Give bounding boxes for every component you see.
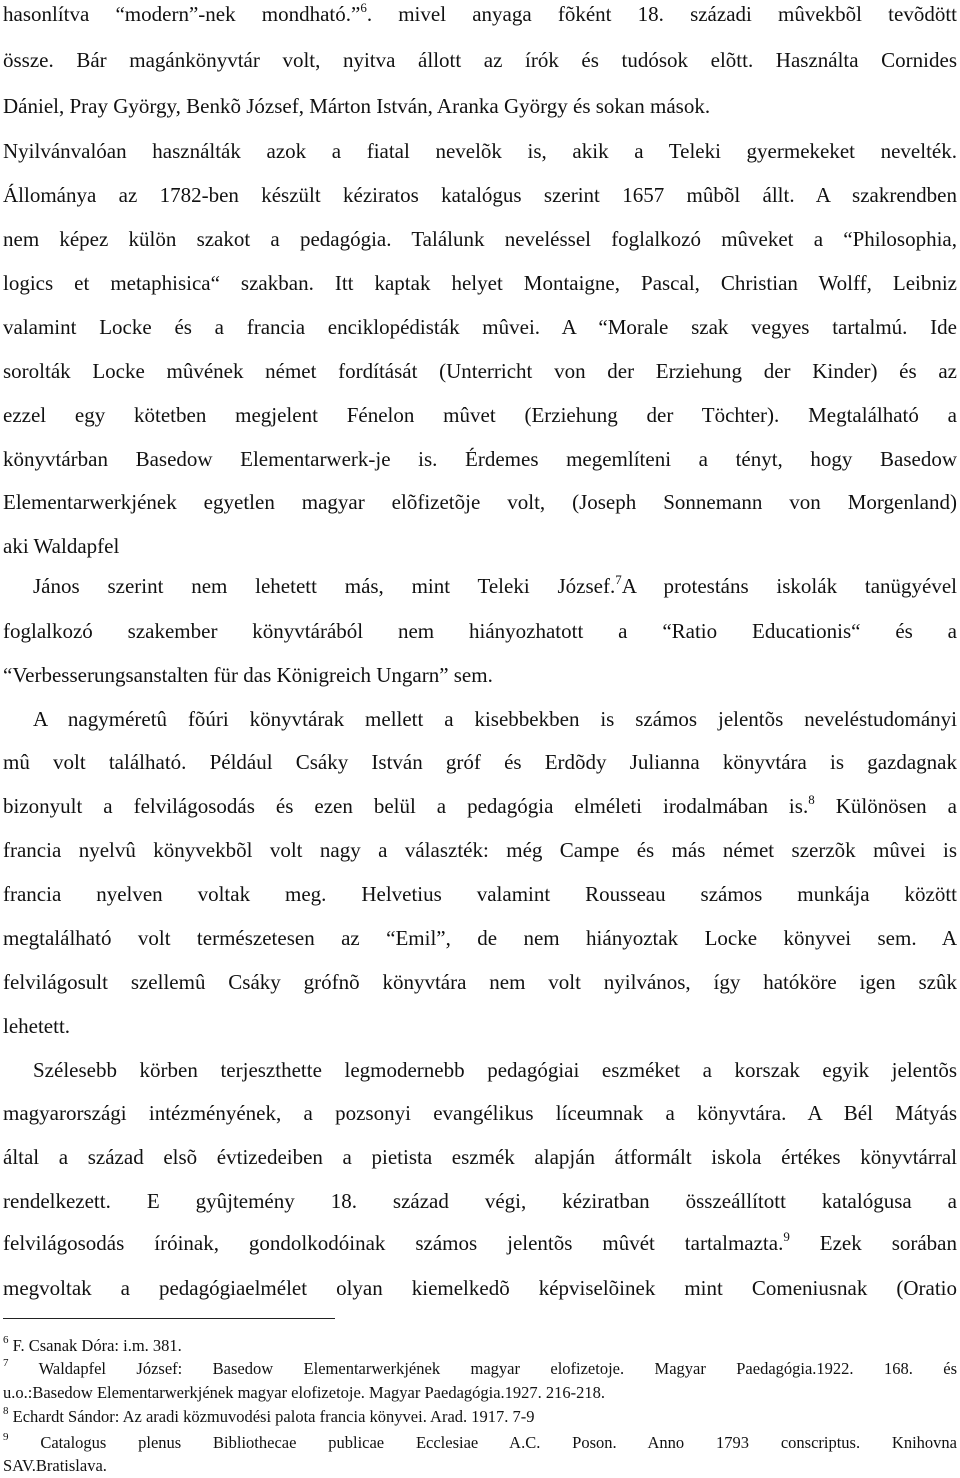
text-line: megtalálható volt természetesen az “Emil”, de nem hiányoztak Locke könyvei sem. A [3,926,957,950]
text-line: Dániel, Pray György, Benkõ József, Márton István, Aranka György és sokan mások. [3,94,711,118]
text-line: “Verbesserungsanstalten für das Königreich Ungarn” sem. [3,663,493,687]
text-line: bizonyult a felvilágosodás és ezen belül a pedagógia elméleti irodalmában is.$^8$ Különösen a [3,792,957,818]
footnote-9: $^9$ Catalogus plenus Bibliothecae publicae Ecclesiae A.C. Poson. Anno 1793 conscriptus. Knihovna [3,1431,957,1452]
text-line: nem képez külön szakot a pedagógia. Találunk neveléssel foglalkozó mûveket a “Philosophia, [3,227,957,251]
footnote-6: $^6$ F. Csanak Dóra: i.m. 381. [3,1334,182,1355]
text-line: ezzel egy kötetben megjelent Fénelon mûvet (Erziehung der Töchter). Megtalálható a [3,403,957,427]
text-line: által a század elsõ évtizedeiben a pietista eszmék alapján átformált iskola értékes könyvtárral [3,1145,957,1169]
footnote-number: 8 [3,1405,9,1417]
text-line: könyvtárban Basedow Elementarwerk-je is. Érdemes megemlíteni a tényt, hogy Basedow [3,447,957,471]
text-line: foglalkozó szakember könyvtárából nem hiányozhatott a “Ratio Educationis“ és a [3,619,957,643]
text-line: A nagyméretû fõúri könyvtárak mellett a kisebbekben is számos jelentõs neveléstudományi [33,707,957,731]
footnote-7: $^7$ Waldapfel József: Basedow Elementarwerkjének magyar elofizetoje. Magyar Paedagógia.1922. 168. és [3,1357,958,1378]
footnote-8: $^8$ Echardt Sándor: Az aradi közmuvodési palota francia könyvei. Arad. 1917. 7-9 [3,1405,535,1426]
text-line: Szélesebb körben terjeszthette legmodernebb pedagógiai eszméket a korszak egyik jelentõs [33,1058,957,1082]
footnote-separator [3,1318,335,1319]
footnote-number: 9 [3,1431,9,1443]
text-line: aki Waldapfel [3,534,120,558]
footnote-7-continued: u.o.:Basedow Elementarwerkjének magyar elofizetoje. Magyar Paedagógia.1927. 216-218. [3,1383,606,1402]
text-line: megvoltak a pedagógiaelmélet olyan kiemelkedõ képviselõinek mint Comeniusnak (Oratio [3,1276,957,1300]
footnote-number: 7 [3,1357,9,1369]
text-line: felvilágosult szellemû Csáky grófnõ könyvtára nem volt nyilvános, így hatóköre igen szûk [3,970,957,994]
text-line: francia nyelven voltak meg. Helvetius valamint Rousseau számos munkája között [3,882,957,906]
footnote-ref: 7 [615,572,622,587]
text-line: János szerint nem lehetett más, mint Teleki József.$^7$A protestáns iskolák tanügyével [33,572,958,598]
text-line: francia nyelvû könyvekbõl volt nagy a választék: még Campe és más német szerzõk mûvei is [3,838,957,862]
text-line: lehetett. [3,1014,71,1038]
text-line: hasonlítva “modern”-nek mondható.”$^6$. mivel anyaga fõként 18. századi mûvekbõl tevõdött [3,0,957,26]
text-line: logics et metaphisica“ szakban. Itt kaptak helyet Montaigne, Pascal, Christian Wolff, Leibniz [3,271,957,295]
text-line: Nyilvánvalóan használták azok a fiatal nevelõk is, akik a Teleki gyermekeket nevelték. [3,139,957,163]
footnote-9-continued: SAV.Bratislava. [3,1456,107,1475]
text-line: Állománya az 1782-ben készült kéziratos katalógus szerint 1657 mûbõl állt. A szakrendben [3,183,957,207]
text-line: rendelkezett. E gyûjtemény 18. század végi, kéziratban összeállított katalógusa a [3,1189,957,1213]
footnote-ref: 8 [808,792,815,807]
footnote-ref: 9 [783,1229,790,1244]
text-line: össze. Bár magánkönyvtár volt, nyitva állott az írók és tudósok elõtt. Használta Cornides [3,48,957,72]
text-line: mû volt található. Például Csáky István gróf és Erdõdy Julianna könyvtára is gazdagnak [3,750,957,774]
footnote-number: 6 [3,1334,9,1346]
text-line: sorolták Locke mûvének német fordítását (Unterricht von der Erziehung der Kinder) és az [3,359,957,383]
text-line: felvilágosodás íróinak, gondolkodóinak számos jelentõs mûvét tartalmazta.$^9$ Ezek sorában [3,1229,957,1255]
footnote-ref: 6 [360,0,367,15]
text-line: Elementarwerkjének egyetlen magyar elõfizetõje volt, (Joseph Sonnemann von Morgenland) [3,490,957,514]
text-line: magyarországi intézményének, a pozsonyi evangélikus líceumnak a könyvtára. A Bél Mátyás [3,1101,957,1125]
text-line: valamint Locke és a francia enciklopédisták mûvei. A “Morale szak vegyes tartalmú. Ide [3,315,957,339]
